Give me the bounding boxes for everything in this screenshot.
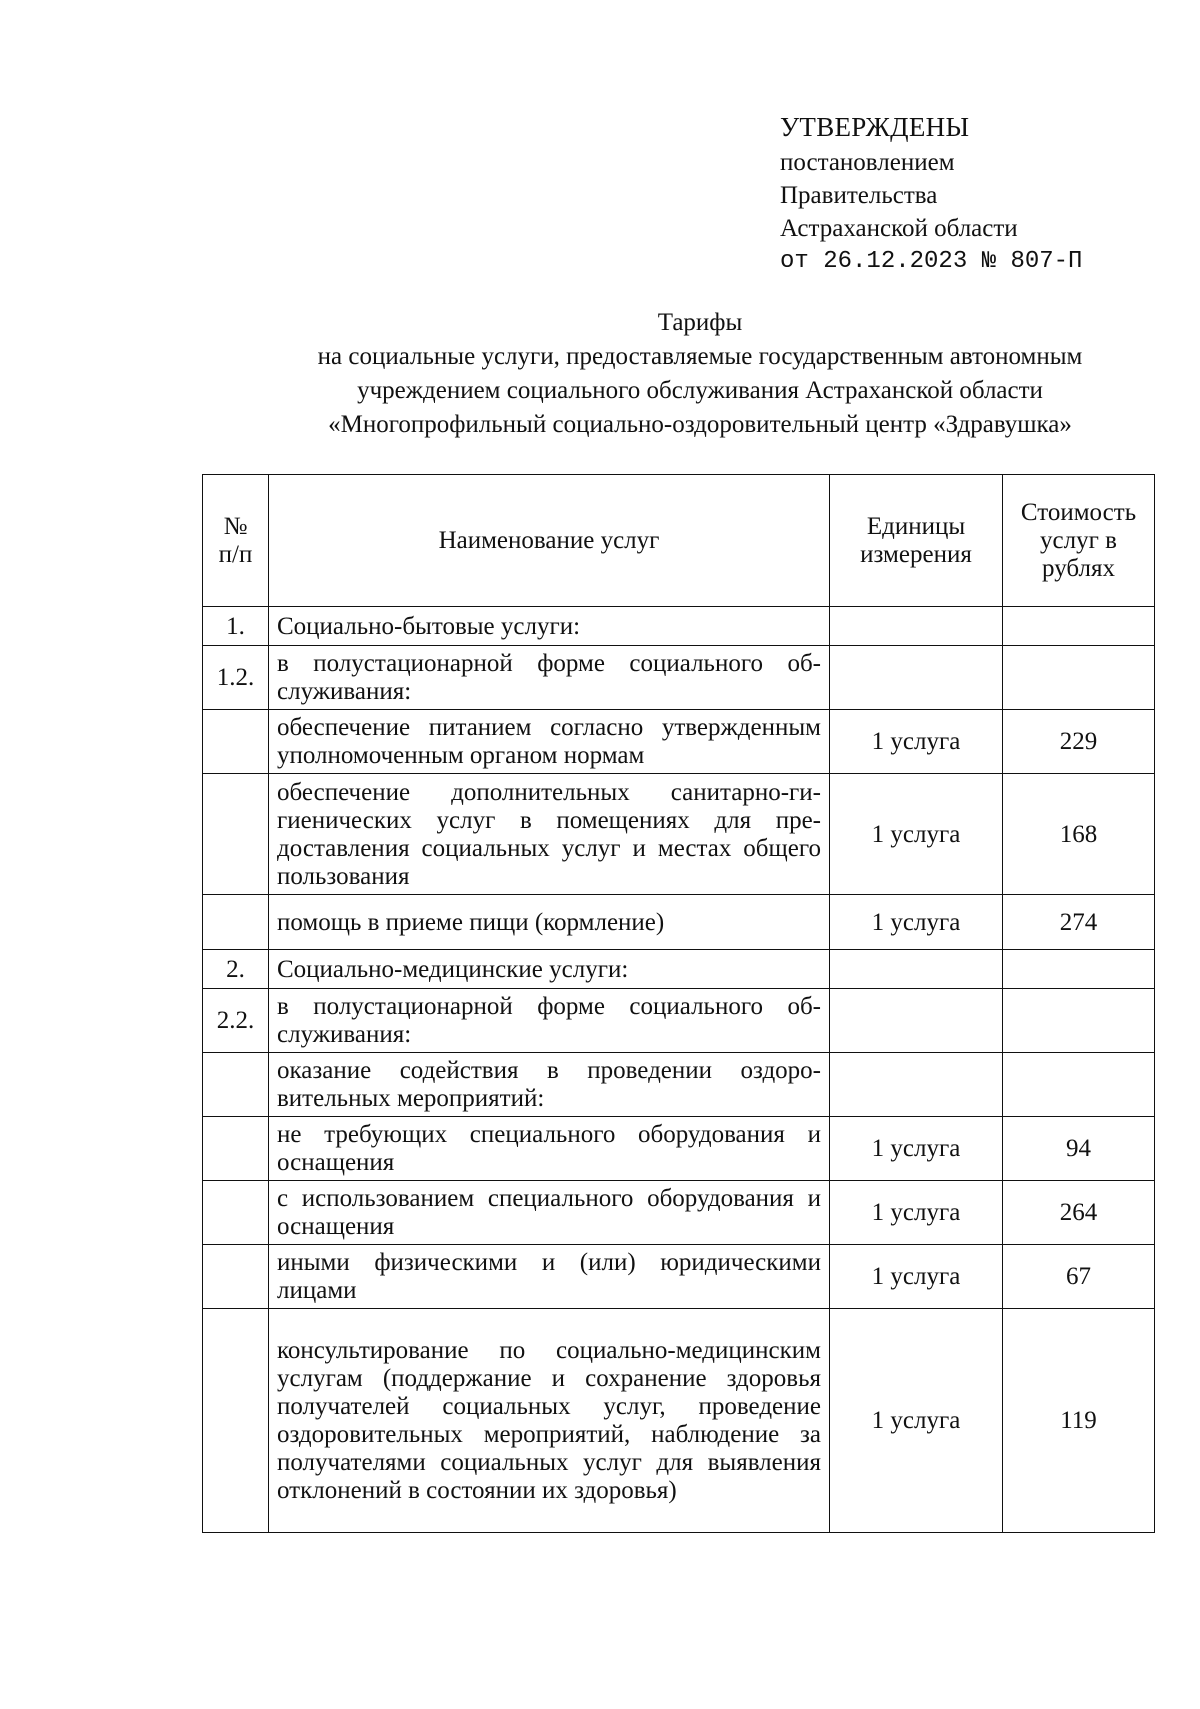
- table-row: [203, 1053, 1155, 1117]
- cell-cost: 119: [1003, 1309, 1155, 1533]
- cell-number: [203, 1245, 269, 1309]
- cell-number: [203, 1053, 269, 1117]
- header-service-name: Наименование услуг: [269, 475, 830, 607]
- cell-service-name: помощь в приеме пищи (кормление): [269, 895, 830, 950]
- table-row: [203, 1309, 1155, 1533]
- cell-unit: [830, 646, 1003, 710]
- cell-number: [203, 710, 269, 774]
- cell-unit: 1 услуга: [830, 1309, 1003, 1533]
- title-line-1: Тарифы: [657, 309, 743, 336]
- cell-number: [203, 774, 269, 895]
- title-line-3: учреждением социального обслуживания Астраханской области: [357, 377, 1043, 404]
- cell-service-name: с использованием специального оборудования и оснащения: [269, 1181, 830, 1245]
- cell-unit: [830, 1053, 1003, 1117]
- cell-unit: 1 услуга: [830, 1245, 1003, 1309]
- header-cost: Стоимость услуг в рублях: [1003, 475, 1155, 607]
- header-number: № п/п: [203, 475, 269, 607]
- cell-cost: [1003, 646, 1155, 710]
- table-row: [203, 950, 1155, 989]
- table-row: [203, 895, 1155, 950]
- cell-unit: 1 услуга: [830, 895, 1003, 950]
- header-unit: Единицы измерения: [830, 475, 1003, 607]
- tariffs-table: [202, 474, 1155, 1533]
- table-row: [203, 607, 1155, 646]
- cell-cost: 264: [1003, 1181, 1155, 1245]
- title-line-2: на социальные услуги, предоставляемые государственным автономным: [317, 343, 1083, 370]
- cell-service-name: не требующих специального оборудования и оснащения: [269, 1117, 830, 1181]
- cell-unit: 1 услуга: [830, 710, 1003, 774]
- cell-number: [203, 1181, 269, 1245]
- cell-cost: 67: [1003, 1245, 1155, 1309]
- cell-number: 1.: [203, 607, 269, 646]
- cell-service-name: иными физическими и (или) юридическими лицами: [269, 1245, 830, 1309]
- table-row: [203, 989, 1155, 1053]
- table-header-row: [203, 475, 1155, 607]
- cell-unit: 1 услуга: [830, 1117, 1003, 1181]
- approval-line-government: Правительства: [780, 182, 938, 209]
- cell-number: 2.2.: [203, 989, 269, 1053]
- cell-number: 2.: [203, 950, 269, 989]
- cell-service-name: Социально-бытовые услуги:: [269, 607, 830, 646]
- cell-number: [203, 1117, 269, 1181]
- cell-unit: [830, 989, 1003, 1053]
- title-line-4: «Многопрофильный социально-оздоровительный центр «Здравушка»: [328, 411, 1072, 438]
- cell-service-name: Социально-медицинские услуги:: [269, 950, 830, 989]
- approval-line-resolution: постановлением: [780, 149, 955, 176]
- cell-unit: [830, 607, 1003, 646]
- cell-cost: [1003, 989, 1155, 1053]
- table-row: [203, 774, 1155, 895]
- cell-cost: 168: [1003, 774, 1155, 895]
- cell-service-name: в полустационарной форме социального обслуживания:: [269, 989, 830, 1053]
- cell-cost: 229: [1003, 710, 1155, 774]
- approval-stamp-block: [780, 108, 1082, 278]
- approval-line-region: Астраханской области: [780, 215, 1018, 242]
- cell-service-name: оказание содействия в проведении оздоровительных мероприятий:: [269, 1053, 830, 1117]
- cell-number: 1.2.: [203, 646, 269, 710]
- table-row: [203, 1245, 1155, 1309]
- table-row: [203, 646, 1155, 710]
- approval-heading: УТВЕРЖДЕНЫ: [780, 112, 970, 142]
- cell-cost: [1003, 950, 1155, 989]
- cell-unit: 1 услуга: [830, 1181, 1003, 1245]
- cell-cost: [1003, 607, 1155, 646]
- cell-number: [203, 895, 269, 950]
- cell-service-name: в полустационарной форме социального обслуживания:: [269, 646, 830, 710]
- cell-service-name: обеспечение дополнительных санитарно-гигиенических услуг в помещениях для предоставления социальных услуг и местах общего пользования: [269, 774, 830, 895]
- cell-unit: [830, 950, 1003, 989]
- approval-decree-number: от 26.12.2023 № 807-П: [780, 248, 1083, 275]
- document-title: [200, 306, 1200, 442]
- cell-number: [203, 1309, 269, 1533]
- table-row: [203, 710, 1155, 774]
- cell-service-name: обеспечение питанием согласно утвержденным уполномоченным органом нормам: [269, 710, 830, 774]
- table-row: [203, 1117, 1155, 1181]
- cell-cost: 274: [1003, 895, 1155, 950]
- cell-cost: 94: [1003, 1117, 1155, 1181]
- cell-cost: [1003, 1053, 1155, 1117]
- table-row: [203, 1181, 1155, 1245]
- cell-service-name: консультирование по социально-медицинским услугам (поддержание и сохранение здоровья получателей социальных услуг, проведение оздоровительных мероприятий, наблюдение за получателями социальных услуг для выявления отклонений в состоянии их здоровья): [269, 1309, 830, 1533]
- cell-unit: 1 услуга: [830, 774, 1003, 895]
